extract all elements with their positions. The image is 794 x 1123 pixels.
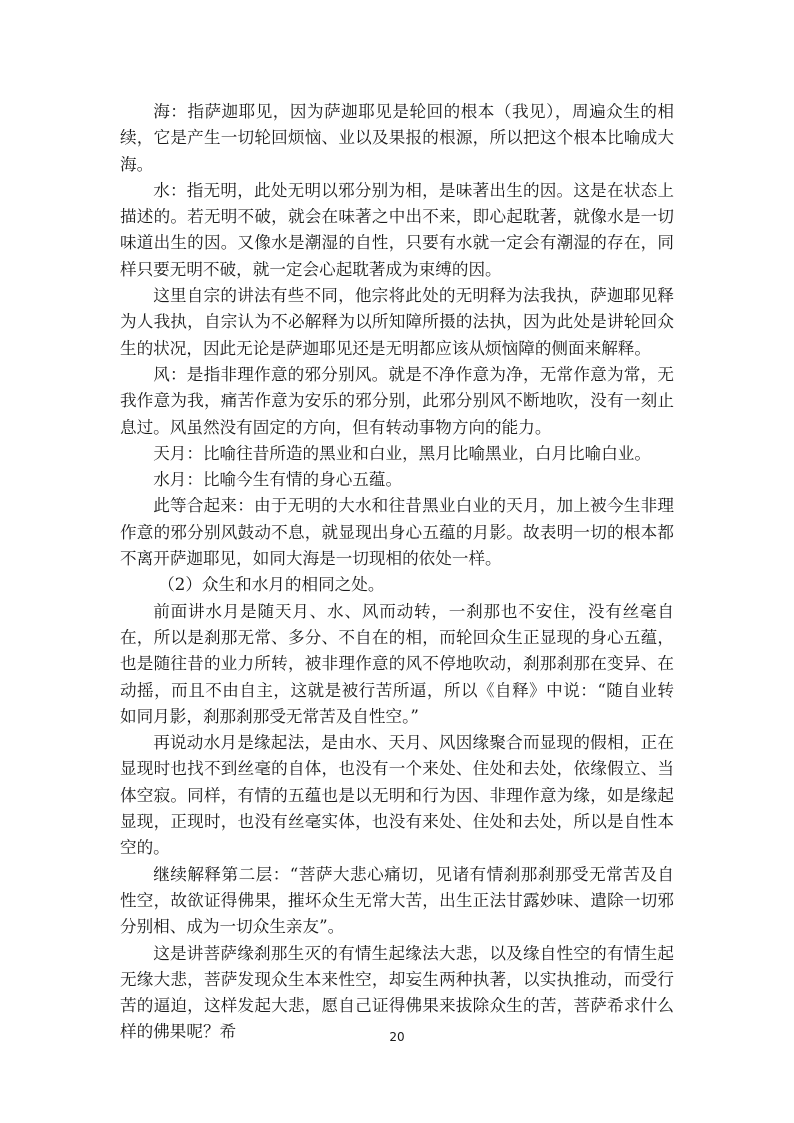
paragraph-own-school: 这里自宗的讲法有些不同，他宗将此处的无明释为法我执，萨迦耶见释为人我执，自宗认为不必解释为以所知障所摄的法执，因为此处是讲轮回众生的状况，因此无论是萨迦耶见还是无明都应该从烦恼障的侧面来解释。 [120, 286, 674, 358]
page-number: 20 [389, 1030, 405, 1044]
body-text [120, 99, 674, 1046]
paragraph-combined: 此等合起来：由于无明的大水和往昔黑业白业的天月，加上被今生非理作意的邪分别风鼓动不息，就显现出身心五蕴的月影。故表明一切的根本都不离开萨迦耶见，如同大海是一切现相的依处一样。 [120, 496, 674, 569]
paragraph-second-layer: 继续解释第二层：“菩萨大悲心痛切，见诸有情刹那刹那受无常苦及自性空，故欲证得佛果，摧坏众生无常大苦，出生正法甘露妙味、遣除一切邪分别相、成为一切众生亲友”。 [120, 864, 674, 937]
paragraph-impermanence: 前面讲水月是随天月、水、风而动转，一刹那也不安住，没有丝毫自在，所以是刹那无常、多分、不自在的相，而轮回众生正显现的身心五蕴，也是随往昔的业力所转，被非理作意的风不停地吹动，刹那刹那在变异、在动摇，而且不由自主，这就是被行苦所逼，所以《自释》中说：“随自业转如同月影，刹那刹那受无常苦及自性空。” [120, 601, 674, 726]
paragraph-great-compassion: 这是讲菩萨缘刹那生灭的有情生起缘法大悲，以及缘自性空的有情生起无缘大悲，菩萨发现众生本来性空，却妄生两种执著，以实执推动，而受行苦的逼迫，这样发起大悲，愿自己证得佛果来拔除众生的苦，菩萨希求什么样的佛果呢？希 [120, 943, 674, 1042]
paragraph-dependent-origination: 再说动水月是缘起法，是由水、天月、风因缘聚合而显现的假相，正在显现时也找不到丝毫的自体，也没有一个来处、住处和去处，依缘假立、当体空寂。同样，有情的五蕴也是以无明和行为因、非理作意为缘，如是缘起显现，正现时，也没有丝毫实体，也没有来处、住处和去处，所以是自性本空的。 [120, 733, 674, 858]
paragraph-sea: 海：指萨迦耶见，因为萨迦耶见是轮回的根本（我见），周遍众生的相续，它是产生一切轮回烦恼、业以及果报的根源，所以把这个根本比喻成大海。 [120, 102, 674, 174]
section-heading: （2）众生和水月的相同之处。 [158, 575, 385, 595]
paragraph-water-moon: 水月：比喻今生有情的身心五蕴。 [153, 470, 403, 490]
paragraph-sky-moon: 天月：比喻往昔所造的黑业和白业，黑月比喻黑业，白月比喻白业。 [153, 443, 651, 463]
paragraph-wind: 风：是指非理作意的邪分别风。就是不净作意为净，无常作意为常，无我作意为我，痛苦作意为安乐的邪分别，此邪分别风不断地吹，没有一刻止息过。风虽然没有固定的方向，但有转动事物方向的能力。 [120, 364, 674, 437]
paragraph-water: 水：指无明，此处无明以邪分别为相，是味著出生的因。这是在状态上描述的。若无明不破，就会在味著之中出不来，即心起耽著，就像水是一切味道出生的因。又像水是潮湿的自性，只要有水就一定会有潮湿的存在，同样只要无明不破，就一定会心起耽著成为束缚的因。 [120, 180, 674, 279]
